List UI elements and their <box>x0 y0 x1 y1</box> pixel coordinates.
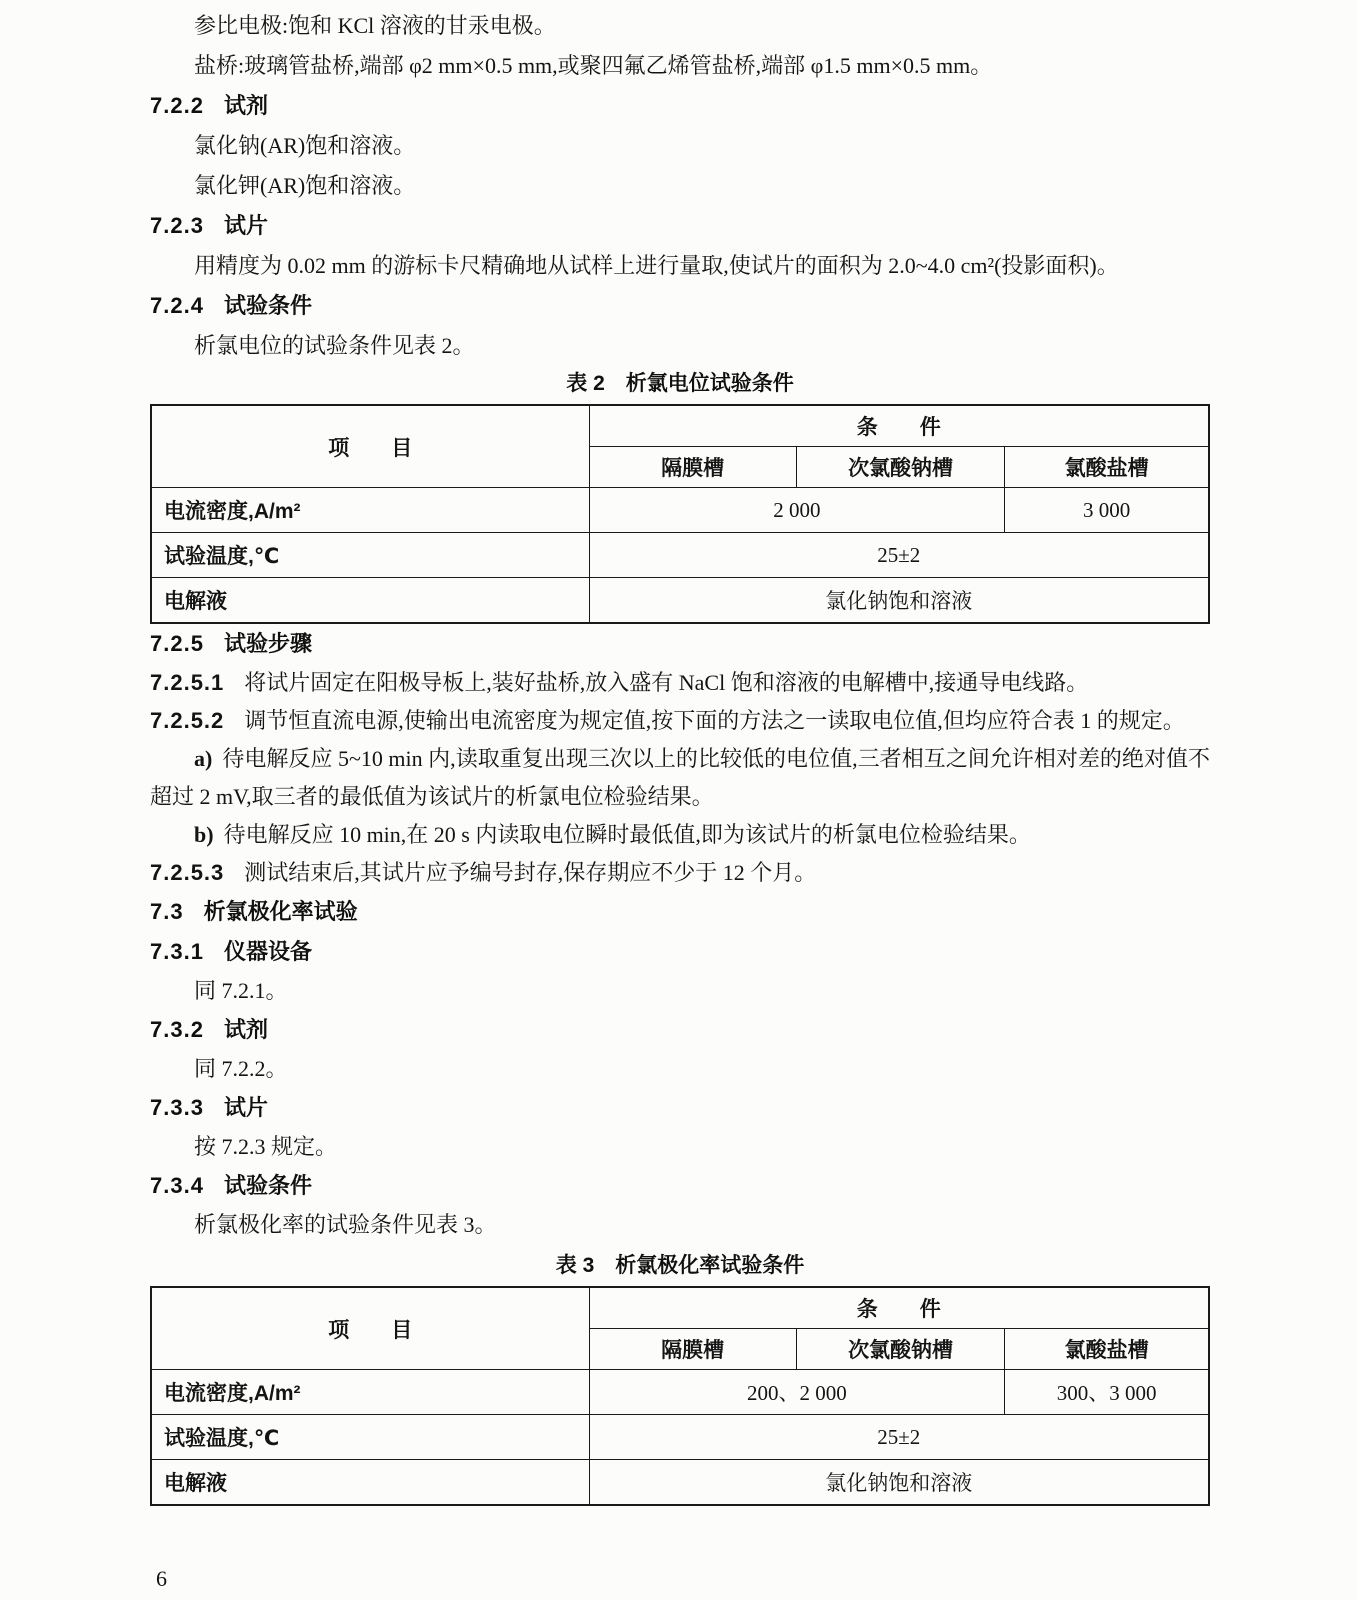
t2-temperature-label-cell: 试验温度,℃ <box>151 533 589 578</box>
t2-current-density-chlorate-cell: 3 000 <box>1005 488 1209 533</box>
section-heading-7-3-3 <box>150 1088 1210 1128</box>
section-title: 试验步骤 <box>223 631 312 656</box>
list-item-text: 待电解反应 10 min,在 20 s 内读取电位瞬时最低值,即为该试片的析氯电位检验结果。 <box>223 822 1031 847</box>
t3-header-chlorate-cell: 氯酸盐槽 <box>1005 1329 1209 1370</box>
t3-header-hypochlorite-cell: 次氯酸钠槽 <box>796 1329 1004 1370</box>
clause-number: 7.2.5.1 <box>150 670 225 695</box>
t2-header-chlorate-cell: 氯酸盐槽 <box>1005 447 1209 488</box>
t2-current-density-value-cell: 2 000 <box>589 488 1005 533</box>
table-row <box>151 533 1209 578</box>
section-number: 7.2.4 <box>150 293 204 318</box>
list-item-a <box>150 740 1210 816</box>
paragraph-specimen-size: 用精度为 0.02 mm 的游标卡尺精确地从试样上进行量取,使试片的面积为 2.0~4.0 cm²(投影面积)。 <box>194 253 1119 278</box>
section-heading-7-2-5 <box>150 624 1210 664</box>
list-item-marker: a) <box>194 746 213 771</box>
section-heading-7-3 <box>150 892 1210 932</box>
section-title: 试片 <box>223 1095 268 1120</box>
section-number: 7.3.1 <box>150 939 204 964</box>
clause-7-2-5-2 <box>150 702 1210 740</box>
paragraph-kcl-solution: 氯化钾(AR)饱和溶液。 <box>194 173 416 198</box>
clause-text: 测试结束后,其试片应予编号封存,保存期应不少于 12 个月。 <box>244 860 817 885</box>
t2-current-density-label-cell: 电流密度,A/m² <box>151 488 589 533</box>
t3-electrolyte-value-cell: 氯化钠饱和溶液 <box>589 1460 1209 1506</box>
section-title: 仪器设备 <box>223 939 312 964</box>
section-heading-7-3-4 <box>150 1166 1210 1206</box>
table-row <box>151 1415 1209 1460</box>
paragraph-see-table-2: 析氯电位的试验条件见表 2。 <box>194 333 475 358</box>
list-item-text: 待电解反应 5~10 min 内,读取重复出现三次以上的比较低的电位值,三者相互之间允许相对差的绝对值不超过 2 mV,取三者的最低值为该试片的析氯电位检验结果。 <box>150 746 1210 809</box>
t2-header-item-cell: 项 目 <box>151 405 589 488</box>
table-row <box>151 1460 1209 1506</box>
t3-temperature-label-cell: 试验温度,℃ <box>151 1415 589 1460</box>
section-title: 试剂 <box>223 93 268 118</box>
section-number: 7.2.3 <box>150 213 204 238</box>
t2-header-hypochlorite-cell: 次氯酸钠槽 <box>796 447 1004 488</box>
t3-current-density-label-cell: 电流密度,A/m² <box>151 1370 589 1415</box>
table-row <box>151 488 1209 533</box>
t3-current-density-value-cell: 200、2 000 <box>589 1370 1005 1415</box>
t2-header-diaphragm-cell: 隔膜槽 <box>589 447 796 488</box>
section-title: 试片 <box>223 213 268 238</box>
section-heading-7-2-2 <box>150 86 1210 126</box>
table-3-caption: 表 3 析氯极化率试验条件 <box>555 1254 805 1277</box>
t3-header-diaphragm-cell: 隔膜槽 <box>589 1329 796 1370</box>
list-item-marker: b) <box>194 822 214 847</box>
section-heading-7-2-3 <box>150 206 1210 246</box>
list-item-b <box>150 816 1210 854</box>
table-row <box>151 405 1209 447</box>
paragraph-same-as-7-2-2: 同 7.2.2。 <box>194 1056 288 1081</box>
paragraph-same-as-7-2-1: 同 7.2.1。 <box>194 978 288 1003</box>
table-3 <box>150 1286 1210 1506</box>
t2-electrolyte-value-cell: 氯化钠饱和溶液 <box>589 578 1209 624</box>
section-number: 7.3.4 <box>150 1173 204 1198</box>
section-number: 7.2.5 <box>150 631 204 656</box>
clause-number: 7.2.5.2 <box>150 708 225 733</box>
section-heading-7-3-1 <box>150 932 1210 972</box>
t2-header-condition-cell: 条 件 <box>589 405 1209 447</box>
paragraph-see-table-3: 析氯极化率的试验条件见表 3。 <box>194 1212 497 1237</box>
clause-7-2-5-3 <box>150 854 1210 892</box>
clause-text: 调节恒直流电源,使输出电流密度为规定值,按下面的方法之一读取电位值,但均应符合表 1 的规定。 <box>244 708 1185 733</box>
page-number: 6 <box>156 1566 167 1591</box>
clause-7-2-5-1 <box>150 664 1210 702</box>
table-2-caption: 表 2 析氯电位试验条件 <box>566 372 794 395</box>
t2-electrolyte-label-cell: 电解液 <box>151 578 589 624</box>
paragraph-ref-electrode: 参比电极:饱和 KCl 溶液的甘汞电极。 <box>194 13 556 38</box>
t3-header-item-cell: 项 目 <box>151 1287 589 1370</box>
section-title: 析氯极化率试验 <box>203 899 358 924</box>
t3-temperature-value-cell: 25±2 <box>589 1415 1209 1460</box>
clause-text: 将试片固定在阳极导板上,装好盐桥,放入盛有 NaCl 饱和溶液的电解槽中,接通导电线路。 <box>244 670 1089 695</box>
t3-electrolyte-label-cell: 电解液 <box>151 1460 589 1506</box>
section-title: 试验条件 <box>223 1173 312 1198</box>
section-title: 试剂 <box>223 1017 268 1042</box>
clause-number: 7.2.5.3 <box>150 860 225 885</box>
table-row <box>151 1287 1209 1329</box>
t2-temperature-value-cell: 25±2 <box>589 533 1209 578</box>
table-row <box>151 578 1209 624</box>
section-heading-7-2-4 <box>150 286 1210 326</box>
section-heading-7-3-2 <box>150 1010 1210 1050</box>
table-2 <box>150 404 1210 624</box>
table-row <box>151 1370 1209 1415</box>
t3-header-condition-cell: 条 件 <box>589 1287 1209 1329</box>
section-number: 7.3 <box>150 899 184 924</box>
paragraph-nacl-solution: 氯化钠(AR)饱和溶液。 <box>194 133 416 158</box>
section-title: 试验条件 <box>223 293 312 318</box>
section-number: 7.2.2 <box>150 93 204 118</box>
section-number: 7.3.3 <box>150 1095 204 1120</box>
t3-current-density-chlorate-cell: 300、3 000 <box>1005 1370 1209 1415</box>
paragraph-per-7-2-3: 按 7.2.3 规定。 <box>194 1134 338 1159</box>
section-number: 7.3.2 <box>150 1017 204 1042</box>
paragraph-salt-bridge: 盐桥:玻璃管盐桥,端部 φ2 mm×0.5 mm,或聚四氟乙烯管盐桥,端部 φ1.5 mm×0.5 mm。 <box>194 53 993 78</box>
